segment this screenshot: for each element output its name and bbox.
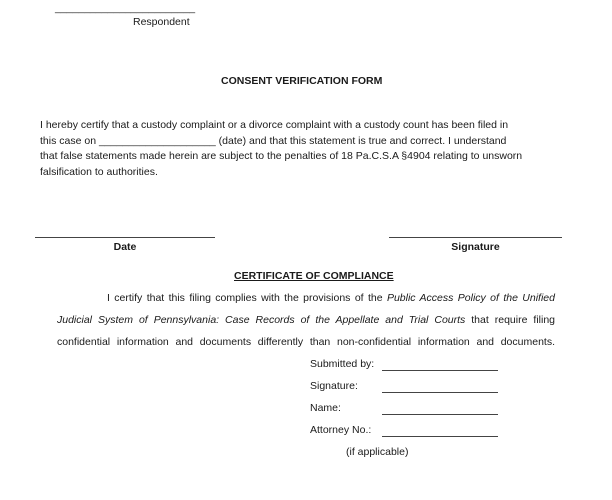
consent-statement bbox=[40, 118, 580, 180]
consent-line-1: I hereby certify that a custody complaint or a divorce complaint with a custody count has been filed in bbox=[40, 119, 509, 131]
submitted-by-field[interactable] bbox=[382, 370, 498, 371]
attorney-no-field[interactable] bbox=[382, 436, 498, 437]
policy-title-part-2: Judicial System of Pennsylvania: Case Records of the Appellate and Trial Courts bbox=[57, 314, 466, 326]
consent-line-3: that false statements made herein are subject to the penalties of 18 Pa.C.S.A §4904 relating to unsworn bbox=[40, 150, 523, 162]
certificate-line-3 bbox=[57, 331, 555, 353]
signature-line[interactable] bbox=[389, 237, 562, 238]
date-label: Date bbox=[113, 241, 137, 253]
certificate-line-3-text: confidential information and documents differently than non-confidential information and documents. bbox=[57, 336, 555, 348]
consent-form-title: CONSENT VERIFICATION FORM bbox=[221, 75, 383, 87]
consent-line-4: falsification to authorities. bbox=[40, 165, 158, 178]
signature-label: Signature bbox=[451, 241, 500, 253]
respondent-label: Respondent bbox=[133, 16, 190, 28]
attorney-no-label: Attorney No.: bbox=[310, 424, 372, 436]
certificate-line-2 bbox=[57, 309, 555, 331]
consent-line-2: this case on ____________________ (date) and that this statement is true and correct. I understand bbox=[40, 134, 507, 147]
certificate-line-2-text: that require filing bbox=[465, 314, 556, 326]
certificate-line-1 bbox=[107, 287, 555, 309]
date-signature-line[interactable] bbox=[35, 237, 215, 238]
name-field[interactable] bbox=[382, 414, 498, 415]
if-applicable-note: (if applicable) bbox=[346, 446, 409, 458]
policy-title-part-1: Public Access Policy of the Unified bbox=[386, 292, 555, 304]
signature-field[interactable] bbox=[382, 392, 498, 393]
submitted-by-label: Submitted by: bbox=[310, 358, 375, 370]
certificate-title: CERTIFICATE OF COMPLIANCE bbox=[234, 270, 394, 282]
certificate-line-1-text: I certify that this filing complies with the provisions of the bbox=[107, 292, 387, 304]
name-field-label: Name: bbox=[310, 402, 341, 414]
signature-field-label: Signature: bbox=[310, 380, 358, 392]
respondent-blank-line: ________________________ bbox=[55, 2, 196, 14]
